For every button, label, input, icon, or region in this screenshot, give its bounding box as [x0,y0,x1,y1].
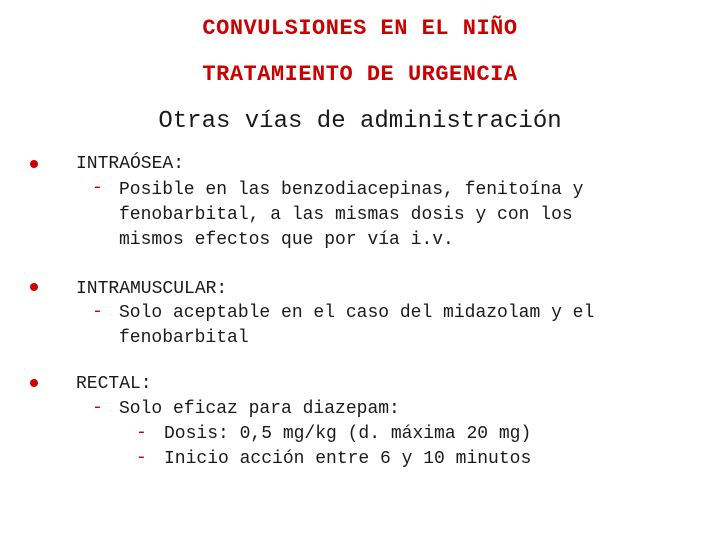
section-line: fenobarbital, a las mismas dosis y con los [119,205,573,225]
dash-icon: - [92,398,103,418]
title-line-2: TRATAMIENTO DE URGENCIA [202,62,518,87]
dash-icon: - [92,178,103,198]
sub-item: Inicio acción entre 6 y 10 minutos [164,449,532,469]
bullet-icon [30,283,38,291]
bullet-icon [30,379,38,387]
dash-icon: - [92,302,103,322]
section-line: Solo eficaz para diazepam: [119,399,400,419]
section-line: mismos efectos que por vía i.v. [119,230,454,250]
title-line-1: CONVULSIONES EN EL NIÑO [202,16,518,41]
dash-icon: - [136,448,147,468]
section-heading-intraosea: INTRAÓSEA: [76,154,185,174]
subtitle: Otras vías de administración [158,108,562,135]
section-heading-intramuscular: INTRAMUSCULAR: [76,279,228,299]
section-line: Solo aceptable en el caso del midazolam y el [119,303,595,323]
section-heading-rectal: RECTAL: [76,374,152,394]
sub-item: Dosis: 0,5 mg/kg (d. máxima 20 mg) [164,424,532,444]
bullet-icon [30,160,38,168]
dash-icon: - [136,423,147,443]
section-line: fenobarbital [119,328,249,348]
section-line: Posible en las benzodiacepinas, fenitoína y [119,180,584,200]
